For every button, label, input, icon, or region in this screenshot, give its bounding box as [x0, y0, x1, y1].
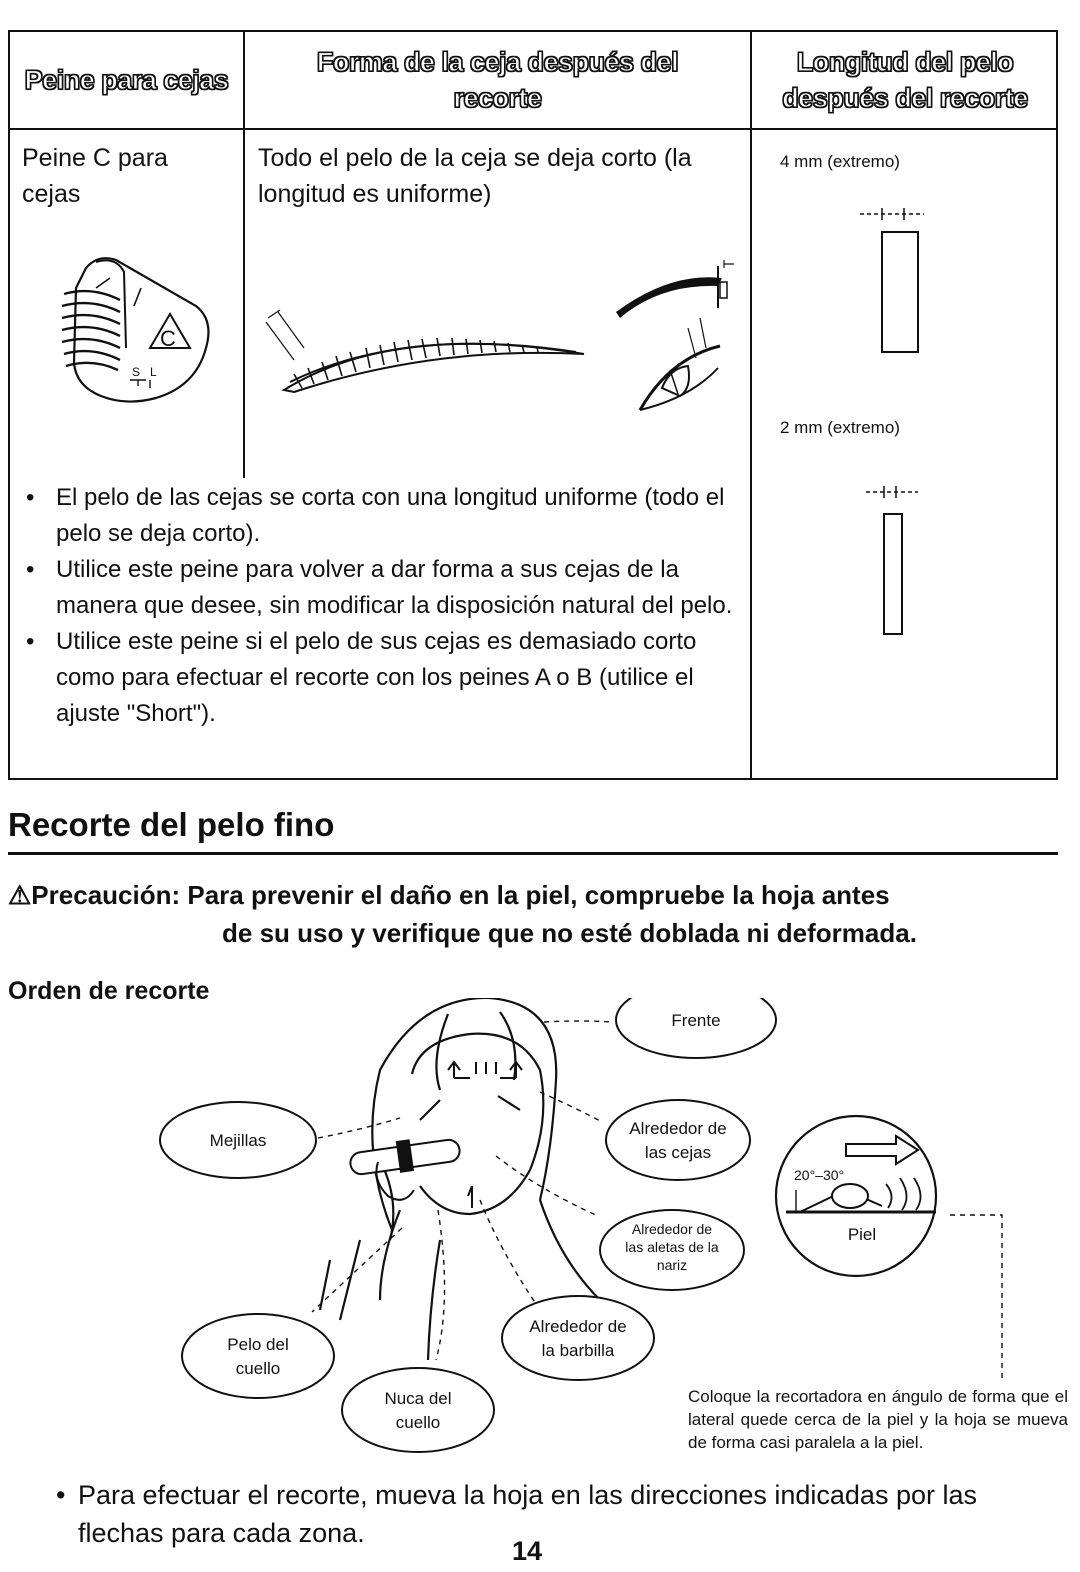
bubble-nariz-line2: las aletas de la: [625, 1239, 719, 1255]
bubble-pelo-cuello-line1: Pelo del: [227, 1335, 289, 1354]
comb-letter: C: [160, 326, 176, 351]
length-2mm: 2 mm (extremo): [780, 418, 900, 437]
footer-list: [50, 1476, 1060, 1552]
bubble-barbilla-line1: Alrededor de: [529, 1317, 627, 1336]
header-comb: Peine para cejas: [24, 65, 229, 95]
bubble-nuca-line1: Nuca del: [384, 1389, 452, 1408]
table-header-rule: [10, 128, 1056, 130]
trimmer-icon: [349, 1138, 461, 1199]
angle-detail-circle: [776, 1116, 936, 1276]
length-4mm-diagram: [852, 206, 932, 366]
bubble-nuca-line2: cuello: [395, 1413, 441, 1432]
bubble-pelo-cuello-line2: cuello: [235, 1359, 281, 1378]
bubble-nariz-line1: Alrededor de: [631, 1221, 713, 1237]
list-item: • Utilice este peine si el pelo de sus cejas es demasiado corto como para efectuar el recorte con los peines A o B (utilice el ajuste "Short").: [24, 624, 744, 732]
length-2mm-diagram: [862, 484, 922, 644]
bubble-nariz-line3: nariz: [656, 1257, 688, 1273]
comb-notes-list: [24, 480, 744, 732]
eyebrow-shape-illustration: [254, 282, 594, 402]
order-title: Orden de recorte: [8, 977, 210, 1005]
comb-c-illustration: [46, 248, 226, 413]
page-number: 14: [512, 1536, 543, 1566]
list-item: • El pelo de las cejas se corta con una longitud uniforme (todo el pelo se deja corto).: [24, 480, 744, 552]
bubble-barbilla-line2: la barbilla: [541, 1341, 615, 1360]
bubble-frente: Frente: [671, 1011, 721, 1030]
footer-bullet: • Para efectuar el recorte, mueva la hoja en las direcciones indicadas por las flechas para cada zona.: [50, 1476, 1060, 1552]
shape-description: Todo el pelo de la ceja se deja corto (la longitud es uniforme): [258, 144, 692, 208]
caution-label: ⚠Precaución:: [8, 880, 181, 910]
header-length: Longitud del pelo después del recorte: [782, 47, 1028, 113]
eye-illustration: [600, 248, 750, 413]
skin-label: Piel: [847, 1225, 877, 1244]
table-divider: [750, 32, 752, 778]
list-item: • Utilice este peine para volver a dar forma a sus cejas de la manera que desee, sin modificar la disposición natural del pelo.: [24, 552, 744, 624]
caution-line-1: Para prevenir el daño en la piel, compruebe la hoja antes: [187, 880, 890, 910]
direction-arrows: [448, 1062, 522, 1208]
bubble-cejas-line1: Alrededor de: [629, 1119, 727, 1138]
angle-note: Coloque la recortadora en ángulo de forma que el lateral quede cerca de la piel y la hoja se mueva de forma casi paralela a la piel.: [688, 1387, 1068, 1452]
section-rule: [8, 852, 1058, 855]
length-4mm: 4 mm (extremo): [780, 152, 900, 171]
bubble-mejillas: Mejillas: [209, 1131, 267, 1150]
comb-name: Peine C para cejas: [22, 144, 168, 208]
comb-mark-l: L: [150, 365, 157, 379]
comb-table: [8, 30, 1058, 780]
bubble-cejas-line2: las cejas: [644, 1143, 712, 1162]
header-shape: Forma de la ceja después del recorte: [316, 47, 679, 113]
comb-mark-s: S: [132, 365, 141, 379]
caution-line-2: de su uso y verifique que no esté doblada ni deformada.: [222, 918, 917, 948]
caution-block: [8, 876, 1068, 952]
angle-label: 20°–30°: [794, 1167, 845, 1183]
section-title: Recorte del pelo fino: [8, 806, 335, 843]
